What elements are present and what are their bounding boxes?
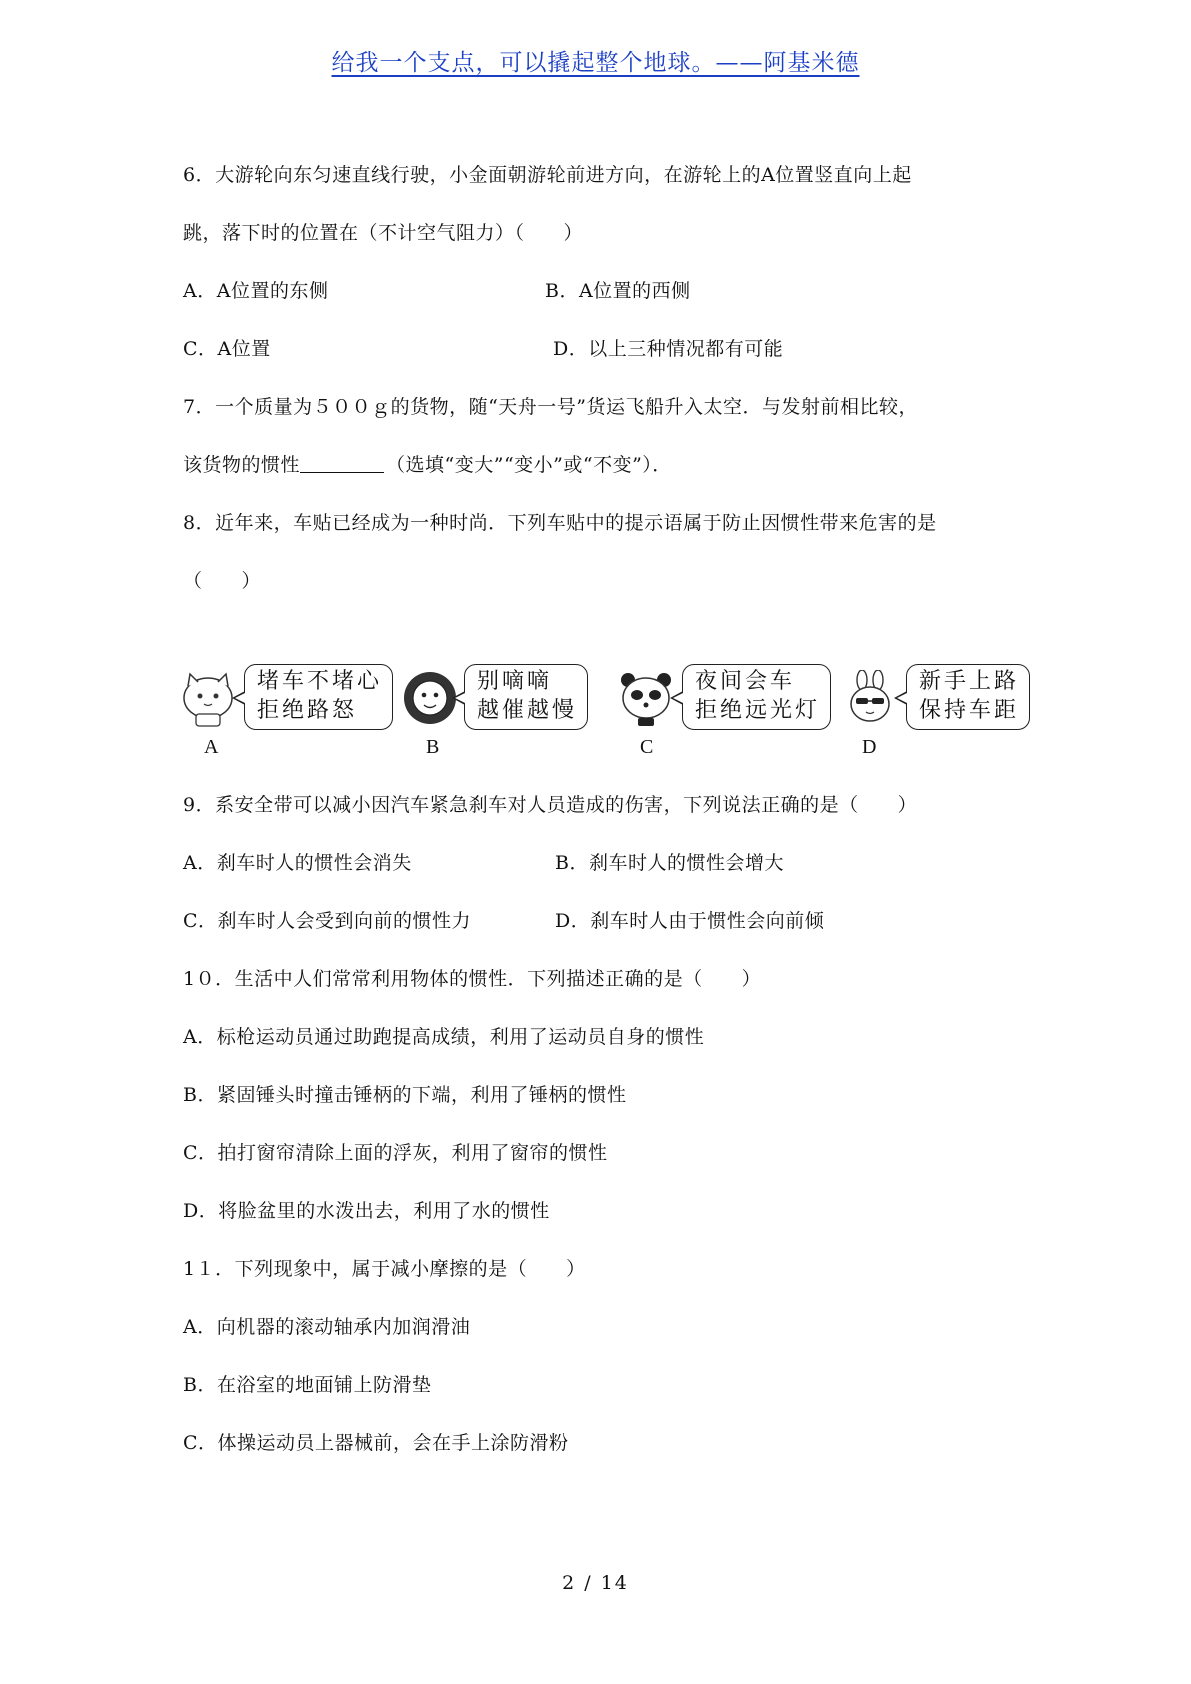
q6-option-b: B．A位置的西侧 (545, 280, 691, 302)
sticker-d-bubble (906, 664, 1030, 730)
sticker-c-line1: 夜间会车 (695, 669, 796, 694)
q6-stem-line1: 6．大游轮向东匀速直线行驶，小金面朝游轮前进方向，在游轮上的A位置竖直向上起 (183, 164, 912, 186)
q9-options-row2 (183, 906, 825, 933)
q6-stem-line2: 跳，落下时的位置在（不计空气阻力）（ ） (183, 222, 584, 244)
q9-options-row1 (183, 848, 784, 875)
q7-stem-after-blank: （选填“变大”“变小”或“不变”）． (386, 454, 672, 476)
q10-option-d: D．将脸盆里的水泼出去，利用了水的惯性 (183, 1200, 550, 1222)
q11-option-a: A．向机器的滚动轴承内加润滑油 (183, 1316, 471, 1338)
q9-option-b: B．刹车时人的惯性会增大 (555, 852, 784, 874)
sticker-a-line2: 拒绝路怒 (257, 698, 358, 723)
q7-stem-line2 (183, 450, 672, 477)
q6-options-row2 (183, 334, 784, 361)
lion-face-icon (400, 670, 460, 728)
page-header-quote[interactable]: 给我一个支点，可以撬起整个地球。——阿基米德 (331, 50, 860, 76)
sticker-a-letter: A (204, 736, 219, 758)
q9-option-a: A．刹车时人的惯性会消失 (183, 852, 412, 874)
q7-stem-line1: 7．一个质量为５００ｇ的货物，随“天舟一号”货运飞船升入太空．与发射前相比较， (183, 396, 919, 418)
sticker-b-line1: 别嘀嘀 (477, 669, 553, 694)
q9-stem: 9．系安全带可以减小因汽车紧急刹车对人员造成的伤害，下列说法正确的是（ ） (183, 794, 918, 816)
q10-option-b: B．紧固锤头时撞击锤柄的下端，利用了锤柄的惯性 (183, 1084, 627, 1106)
sticker-d (840, 660, 1020, 760)
q8-stem-line1: 8．近年来，车贴已经成为一种时尚．下列车贴中的提示语属于防止因惯性带来危害的是 (183, 512, 937, 534)
sticker-d-letter: D (862, 736, 877, 758)
sticker-b-letter: B (426, 736, 440, 758)
sticker-a-line1: 堵车不堵心 (257, 669, 383, 694)
cat-face-icon (178, 670, 238, 728)
q11-option-c: C．体操运动员上器械前，会在手上涂防滑粉 (183, 1432, 569, 1454)
q7-answer-blank[interactable] (300, 471, 384, 473)
q10-stem: 1０．生活中人们常常利用物体的惯性．下列描述正确的是（ ） (183, 968, 762, 990)
sticker-c-bubble (682, 664, 831, 730)
q10-option-c: C．拍打窗帘清除上面的浮灰，利用了窗帘的惯性 (183, 1142, 608, 1164)
sticker-c-line2: 拒绝远光灯 (695, 698, 821, 723)
q9-option-d: D．刹车时人由于惯性会向前倾 (555, 910, 825, 932)
q11-stem: 1１．下列现象中，属于减小摩擦的是（ ） (183, 1258, 586, 1280)
q6-option-c: C．A位置 (183, 338, 271, 360)
sticker-b (400, 660, 600, 760)
sticker-b-bubble (464, 664, 588, 730)
sticker-b-line2: 越催越慢 (477, 698, 578, 723)
q7-stem-before-blank: 该货物的惯性 (183, 454, 301, 476)
sticker-d-line1: 新手上路 (919, 669, 1020, 694)
sticker-a (178, 660, 398, 760)
rabbit-face-icon (840, 670, 900, 728)
sticker-c (616, 660, 826, 760)
q11-option-b: B．在浴室的地面铺上防滑垫 (183, 1374, 432, 1396)
sticker-a-bubble (244, 664, 393, 730)
sticker-d-line2: 保持车距 (919, 698, 1020, 723)
q6-option-d: D．以上三种情况都有可能 (553, 338, 784, 360)
q9-option-c: C．刹车时人会受到向前的惯性力 (183, 910, 472, 932)
q8-stem-line2: （ ） (183, 570, 262, 592)
q6-options-row1 (183, 276, 691, 303)
q10-option-a: A．标枪运动员通过助跑提高成绩，利用了运动员自身的惯性 (183, 1026, 705, 1048)
panda-face-icon (616, 670, 676, 728)
q6-option-a: A．A位置的东侧 (183, 280, 329, 302)
page-number: 2 / 14 (562, 1572, 629, 1594)
sticker-c-letter: C (640, 736, 654, 758)
q8-sticker-figure (178, 660, 1018, 760)
